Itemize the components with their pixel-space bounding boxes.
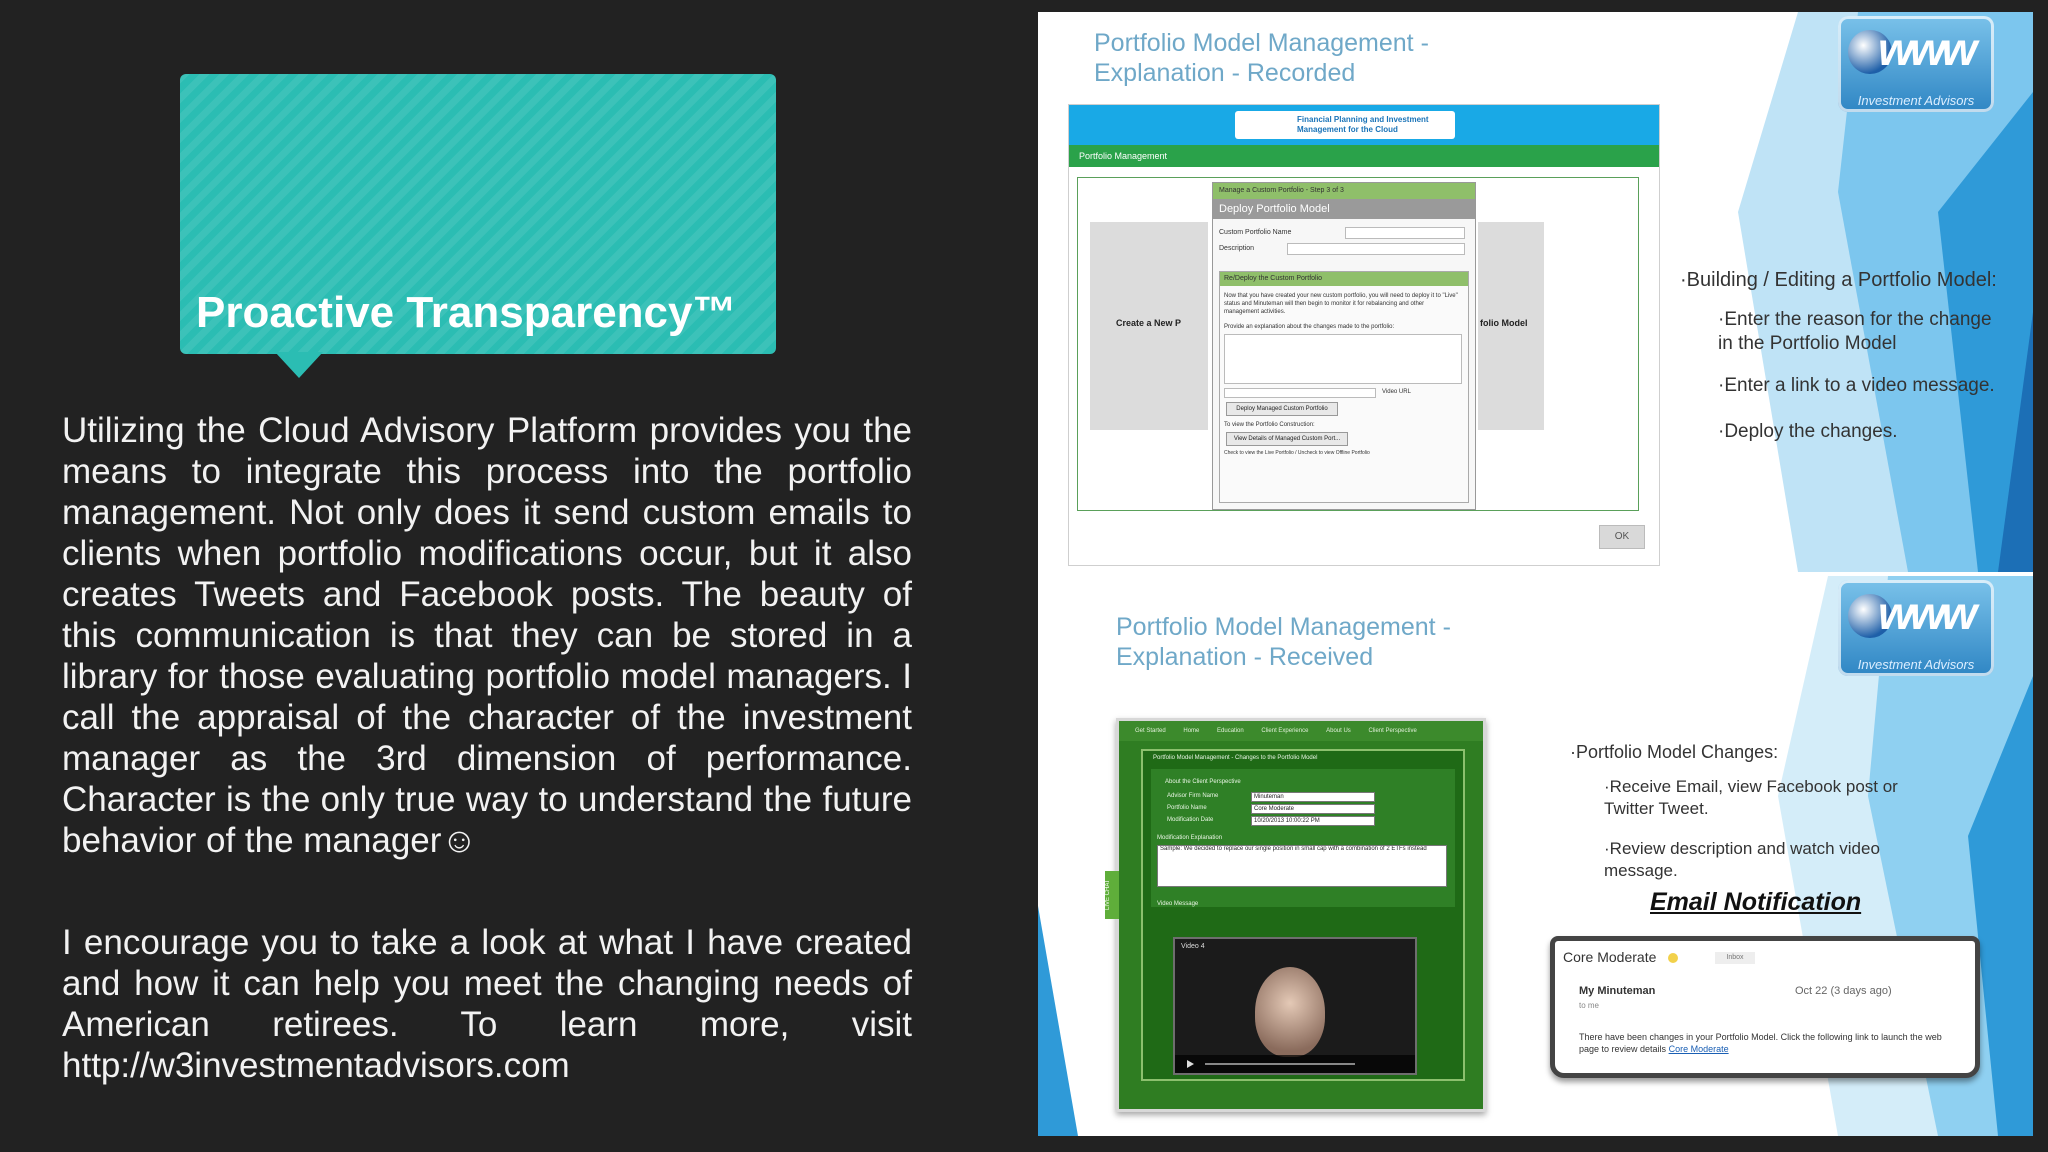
slide-title: Portfolio Model Management - Explanation - Received xyxy=(1116,613,1451,671)
live-checkbox-label[interactable]: Check to view the Live Portfolio / Uncheck to view Offline Portfolio xyxy=(1224,450,1370,456)
app-nav-bar xyxy=(1119,721,1483,741)
video-controls[interactable] xyxy=(1175,1055,1415,1073)
nav-client-experience[interactable]: Client Experience xyxy=(1261,728,1309,734)
email-recipient: to me xyxy=(1579,1001,1600,1010)
nav-about-us[interactable]: About Us xyxy=(1326,728,1351,734)
app-nav-bar: Portfolio Management xyxy=(1069,145,1659,167)
email-body: There have been changes in your Portfolio Model. Click the following link to launch the web page to review details Core Moderate xyxy=(1579,1032,1942,1054)
slide2-heading: ·Portfolio Model Changes: xyxy=(1570,742,1779,762)
email-notification-title: Email Notification xyxy=(1650,888,1862,916)
deploy-section: Re/Deploy the Custom Portfolio Now that you have created your new custom portfolio, you will need to deploy it to "Live" status and Minuteman will then begin to monitor it for rebalancing and other management activities. Provide an explanation about the changes made to the portfolio: Video URL Deploy Managed Custom Portfolio To view the Portfolio Construction: View Details of Managed Custom Port... Check to view the Live Portfolio / Uncheck to view Offline Portfolio xyxy=(1219,271,1469,503)
deploy-dialog: Manage a Custom Portfolio - Step 3 of 3 Deploy Portfolio Model Custom Portfolio Name Description Re/Deploy the Custom Portfolio Now that you have created your new custom portfolio, you will need to deploy it to "Live" status and Minuteman will then begin to monitor it for rebalancing and other management activities. Provide an explanation about the changes made to the portfolio: Video URL Deploy Managed Custom Portfolio To view the Portfolio Construction: View Details of Managed Custom Port... Check to view the Live Portfolio / Uncheck to view Offline Portfolio xyxy=(1212,182,1476,510)
paragraph-1: Utilizing the Cloud Advisory Platform provides you the means to integrate this process into the portfolio management. Not only does it send custom emails to clients when portfolio modifications occur, but it also creates Tweets and Facebook posts. The beauty of this communication is that they can be stored in a library for those evaluating portfolio model managers. I call the appraisal of the character of the investment manager as the 3rd dimension of performance. Character is the only true way to understand the future behavior of the manager☺ xyxy=(62,411,912,860)
modification-explanation: Sample: We decided to replace our single position in small cap with a combination of 2 ETFs instead xyxy=(1157,845,1447,887)
app-screenshot-deploy xyxy=(1068,104,1660,566)
nav-education[interactable]: Education xyxy=(1217,728,1244,734)
slide1-bullet-2: ·Enter a link to a video message. xyxy=(1718,375,1995,396)
callout-title: Proactive Transparency™ xyxy=(196,288,737,337)
email-date: Oct 22 (3 days ago) xyxy=(1795,985,1892,997)
app-body xyxy=(1077,177,1639,511)
email-subject: Core Moderate xyxy=(1563,949,1657,965)
panel-title: Portfolio Model Management - Changes to the Portfolio Model xyxy=(1153,755,1318,761)
paragraph-2: I encourage you to take a look at what I have created and how it can help you meet the changing needs of American retirees. To learn more, visit http://w3investmentadvisors.com xyxy=(62,923,912,1085)
video-thumbnail xyxy=(1255,967,1325,1057)
app-screenshot-client xyxy=(1105,718,1486,1112)
email-link[interactable]: Core Moderate xyxy=(1668,1044,1729,1054)
view-details-button[interactable]: View Details of Managed Custom Port... xyxy=(1226,432,1348,446)
www-logo: www Investment Advisors xyxy=(1838,16,1994,112)
explanation-textarea[interactable] xyxy=(1224,334,1462,384)
video-player[interactable]: Video 4 xyxy=(1173,937,1417,1075)
advisor-firm-field: Minuteman xyxy=(1251,792,1375,802)
ok-button[interactable]: OK xyxy=(1599,525,1645,549)
nav-client-perspective[interactable]: Client Perspective xyxy=(1368,728,1417,734)
video-url-input[interactable] xyxy=(1224,388,1376,398)
slide2-bullet-2: ·Review description and watch video message. xyxy=(1604,839,1880,880)
slide1-heading: ·Building / Editing a Portfolio Model: xyxy=(1680,269,1997,291)
email-preview xyxy=(1550,936,1980,1078)
portfolio-name-input[interactable] xyxy=(1345,227,1465,239)
slide1-bullet-1: ·Enter the reason for the change in the Portfolio Model xyxy=(1718,309,1992,354)
client-panel: Portfolio Model Management - Changes to the Portfolio Model About the Client Perspective Advisor Firm Name Minuteman Portfolio Name Core Moderate Modification Date 10/20/2013 10:00:22 PM Modification Explanation Sample: We decided to replace our single position in small cap with a combination of 2 ETFs instead Video Message Video 4 xyxy=(1141,749,1465,1081)
nav-get-started[interactable]: Get Started xyxy=(1135,728,1166,734)
app-brand: Financial Planning and Investment Management for the Cloud xyxy=(1235,111,1455,139)
right-panel: folio Model xyxy=(1478,222,1544,430)
callout-tail xyxy=(275,352,323,378)
screenshots-panel xyxy=(1038,12,2033,1136)
portfolio-name-field: Core Moderate xyxy=(1251,804,1375,814)
description-input[interactable] xyxy=(1287,243,1465,255)
live-chat-tab[interactable]: LIVE CHAT xyxy=(1105,871,1119,919)
nav-home[interactable]: Home xyxy=(1183,728,1200,734)
slide-title: Portfolio Model Management - Explanation - Recorded xyxy=(1094,29,1429,87)
slide-recorded xyxy=(1038,12,2033,572)
www-logo: www Investment Advisors xyxy=(1838,580,1994,676)
play-icon[interactable] xyxy=(1175,1055,1415,1073)
left-panel: Create a New P xyxy=(1090,222,1208,430)
slide-received xyxy=(1038,576,2033,1136)
star-icon[interactable] xyxy=(1667,952,1679,964)
details-form: About the Client Perspective Advisor Firm Name Minuteman Portfolio Name Core Moderate Modification Date 10/20/2013 10:00:22 PM Modification Explanation Sample: We decided to replace our single position in small cap with a combination of 2 ETFs instead xyxy=(1151,769,1455,907)
slide2-bullet-1: ·Receive Email, view Facebook post or Twitter Tweet. xyxy=(1604,777,1898,818)
modification-date-field: 10/20/2013 10:00:22 PM xyxy=(1251,816,1375,826)
email-sender: My Minuteman xyxy=(1579,985,1656,997)
app-header xyxy=(1069,105,1659,145)
inbox-badge: Inbox xyxy=(1715,952,1755,964)
deploy-button[interactable]: Deploy Managed Custom Portfolio xyxy=(1226,402,1338,416)
slide1-bullet-3: ·Deploy the changes. xyxy=(1718,421,1898,442)
